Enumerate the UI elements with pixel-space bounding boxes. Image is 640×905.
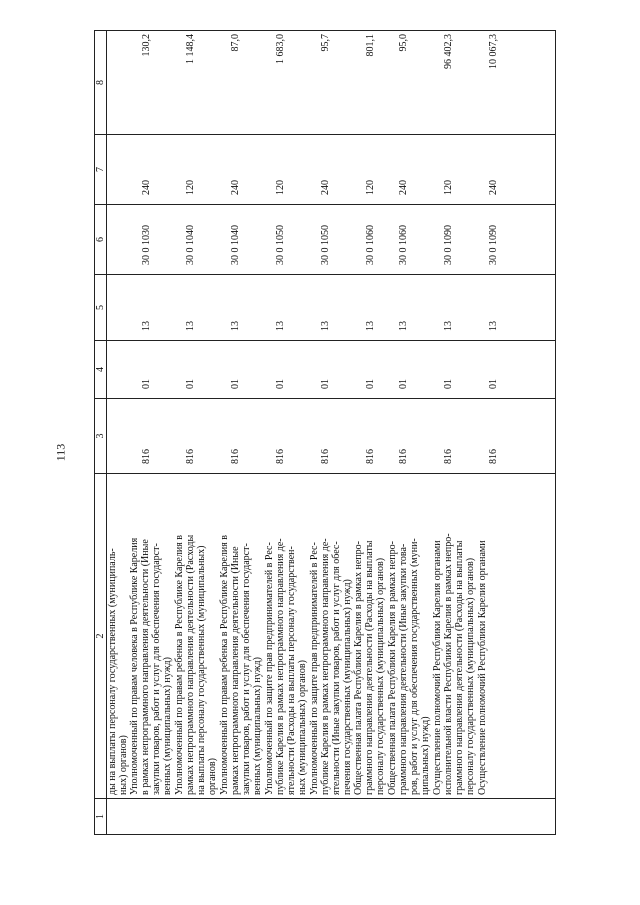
cell-c3: 816 bbox=[398, 449, 410, 464]
description-line: Уполномоченный по правам ребенка в Республике Карелия в bbox=[219, 534, 230, 795]
cell-c7: 240 bbox=[319, 180, 331, 195]
cell-c8: 130,2 bbox=[140, 34, 152, 57]
cell-c3: 816 bbox=[364, 449, 376, 464]
cell-c7: 120 bbox=[443, 180, 454, 195]
description-line: ципальных) нужд) bbox=[420, 716, 431, 795]
cell-c5: 13 bbox=[443, 321, 454, 331]
description-line: персоналу государственных (муниципальных) органов) bbox=[375, 557, 387, 795]
cell-c6: 30 0 1040 bbox=[185, 225, 197, 265]
cell-c6: 30 0 1060 bbox=[398, 225, 410, 265]
row-description bbox=[174, 477, 218, 795]
cell-c7: 240 bbox=[230, 180, 242, 195]
column-header: 1 bbox=[95, 799, 107, 835]
table-body-row bbox=[107, 31, 556, 835]
cell-c4: 01 bbox=[185, 379, 197, 389]
description-line: закупки товаров, работ и услуг для обеспечения государст- bbox=[151, 543, 163, 795]
cell-c3: 816 bbox=[319, 449, 331, 464]
row-description bbox=[387, 477, 431, 795]
description-line: Осуществление полномочий Республики Карелия органами bbox=[476, 540, 488, 795]
column-header: 8 bbox=[95, 31, 107, 135]
cell-c8: 1 148,4 bbox=[185, 34, 197, 64]
cell-c4: 01 bbox=[398, 379, 410, 389]
description-line: Общественная палата Республики Карелия в рамках непро- bbox=[387, 541, 398, 795]
cell-c4: 01 bbox=[364, 379, 376, 389]
row-description bbox=[107, 477, 129, 795]
description-line: рамках непрограммного направления деятельности (Расходы bbox=[185, 534, 197, 795]
description-line: публике Карелия в рамках непрограммного направления де- bbox=[319, 538, 331, 795]
description-line: исполнительной власти Республики Карелия в рамках непро- bbox=[442, 533, 454, 795]
description-line: Общественная палата Республики Карелия в рамках непро- bbox=[353, 541, 365, 795]
cell-c5: 13 bbox=[230, 321, 242, 331]
cell-c8: 95,0 bbox=[398, 34, 410, 52]
cell-c6: 30 0 1050 bbox=[275, 225, 286, 265]
cell-c8: 801,1 bbox=[364, 34, 376, 57]
cell-c5: 13 bbox=[185, 321, 197, 331]
description-line: граммного направления деятельности (Иные закупки това- bbox=[398, 543, 409, 795]
description-line: органов) bbox=[207, 758, 219, 795]
cell-c5: 13 bbox=[319, 321, 331, 331]
column-header: 4 bbox=[95, 341, 107, 399]
cell-c3: 816 bbox=[140, 449, 152, 464]
cell-c4: 01 bbox=[275, 379, 286, 389]
description-line: персоналу государственных (муниципальных) органов) bbox=[464, 557, 476, 795]
cell-c5: 13 bbox=[398, 321, 410, 331]
amount-column bbox=[107, 31, 556, 135]
cell-c4: 01 bbox=[487, 379, 499, 389]
cell-c8: 1 683,0 bbox=[275, 34, 286, 64]
row-description bbox=[309, 477, 353, 795]
row-description bbox=[353, 477, 386, 795]
description-line: закупки товаров, работ и услуг для обеспечения государст- bbox=[241, 543, 252, 795]
description-line: ятельности (Иные закупки товаров, работ и услуг для обес- bbox=[330, 541, 342, 795]
row-description bbox=[219, 477, 263, 795]
description-line: ных) органов) bbox=[118, 735, 129, 795]
page-number: 113 bbox=[53, 443, 68, 462]
description-line: ных (муниципальных) органов) bbox=[296, 660, 308, 795]
cell-c8: 95,7 bbox=[319, 34, 331, 52]
cell-c6: 30 0 1090 bbox=[487, 225, 499, 265]
row-description bbox=[432, 477, 476, 795]
ministry-code-column bbox=[107, 399, 556, 474]
cell-c3: 816 bbox=[185, 449, 197, 464]
section-column bbox=[107, 341, 556, 399]
cell-c5: 13 bbox=[487, 321, 499, 331]
cell-c4: 01 bbox=[230, 379, 242, 389]
description-line: рамках непрограммного направления деятельности (Иные bbox=[230, 546, 241, 795]
cell-c7: 120 bbox=[275, 180, 286, 195]
cell-c8: 96 402,3 bbox=[443, 34, 454, 69]
description-line: ятельности (Расходы на выплаты персоналу государствен- bbox=[285, 546, 297, 795]
cell-c3: 816 bbox=[443, 449, 454, 464]
cell-c7: 240 bbox=[398, 180, 410, 195]
cell-c7: 240 bbox=[140, 180, 152, 195]
cell-c7: 120 bbox=[185, 180, 197, 195]
cell-c5: 13 bbox=[140, 321, 152, 331]
row-description bbox=[264, 477, 308, 795]
column-header: 5 bbox=[95, 275, 107, 341]
cell-c6: 30 0 1090 bbox=[443, 225, 454, 265]
expense-type-column bbox=[107, 135, 556, 205]
cell-c8: 87,0 bbox=[230, 34, 242, 52]
description-line: печения государственных (муниципальных) нужд) bbox=[341, 579, 353, 795]
description-line: Уполномоченный по правам ребенка в Республике Карелия в bbox=[174, 534, 186, 795]
description-line: ды на выплаты персоналу государственных (муниципаль- bbox=[107, 548, 118, 795]
description-line: граммного направления деятельности (Расходы на выплаты bbox=[453, 540, 465, 795]
column-header: 7 bbox=[95, 135, 107, 205]
cell-c6: 30 0 1040 bbox=[230, 225, 242, 265]
column-header: 2 bbox=[95, 474, 107, 799]
description-line: венных (муниципальных) нужд) bbox=[162, 657, 174, 795]
col1-cell bbox=[107, 799, 556, 835]
cell-c6: 30 0 1030 bbox=[140, 225, 152, 265]
table-frame bbox=[94, 31, 556, 835]
cell-c3: 816 bbox=[487, 449, 499, 464]
cell-c7: 120 bbox=[364, 180, 376, 195]
budget-table bbox=[94, 30, 556, 835]
description-line: Уполномоченный по правам человека в Республике Карелия bbox=[129, 537, 141, 795]
row-description bbox=[477, 477, 488, 795]
description-line: ров, работ и услуг для обеспечения государственных (муни- bbox=[409, 538, 420, 795]
cell-c6: 30 0 1060 bbox=[364, 225, 376, 265]
description-line: венных (муниципальных) нужд) bbox=[252, 657, 263, 795]
column-header: 3 bbox=[95, 399, 107, 474]
cell-c4: 01 bbox=[443, 379, 454, 389]
cell-c7: 240 bbox=[487, 180, 499, 195]
description-line: граммного направления деятельности (Расходы на выплаты bbox=[364, 540, 376, 795]
cell-c5: 13 bbox=[275, 321, 286, 331]
description-line: Уполномоченный по защите прав предпринимателей в Рес- bbox=[263, 542, 275, 795]
description-line: в рамках непрограммного направления деятельности (Иные bbox=[140, 539, 152, 795]
description-line: публике Карелия в рамках непрограммного направления де- bbox=[274, 538, 286, 795]
row-description bbox=[129, 477, 173, 795]
description-line: Уполномоченный по защите прав предпринимателей в Рес- bbox=[308, 542, 320, 795]
cell-c6: 30 0 1050 bbox=[319, 225, 331, 265]
column-header: 6 bbox=[95, 205, 107, 275]
target-article-column bbox=[107, 205, 556, 275]
cell-c8: 10 067,3 bbox=[487, 34, 499, 69]
description-line: Осуществление полномочий Республики Карелия органами bbox=[431, 540, 443, 795]
column-number-row bbox=[95, 31, 107, 835]
description-line: на выплаты персоналу государственных (муниципальных) bbox=[196, 545, 208, 795]
name-column bbox=[107, 474, 556, 799]
rotated-table-sheet bbox=[94, 31, 556, 835]
cell-c4: 01 bbox=[140, 379, 152, 389]
cell-c3: 816 bbox=[275, 449, 286, 464]
subsection-column bbox=[107, 275, 556, 341]
cell-c3: 816 bbox=[230, 449, 242, 464]
cell-c5: 13 bbox=[364, 321, 376, 331]
cell-c4: 01 bbox=[319, 379, 331, 389]
